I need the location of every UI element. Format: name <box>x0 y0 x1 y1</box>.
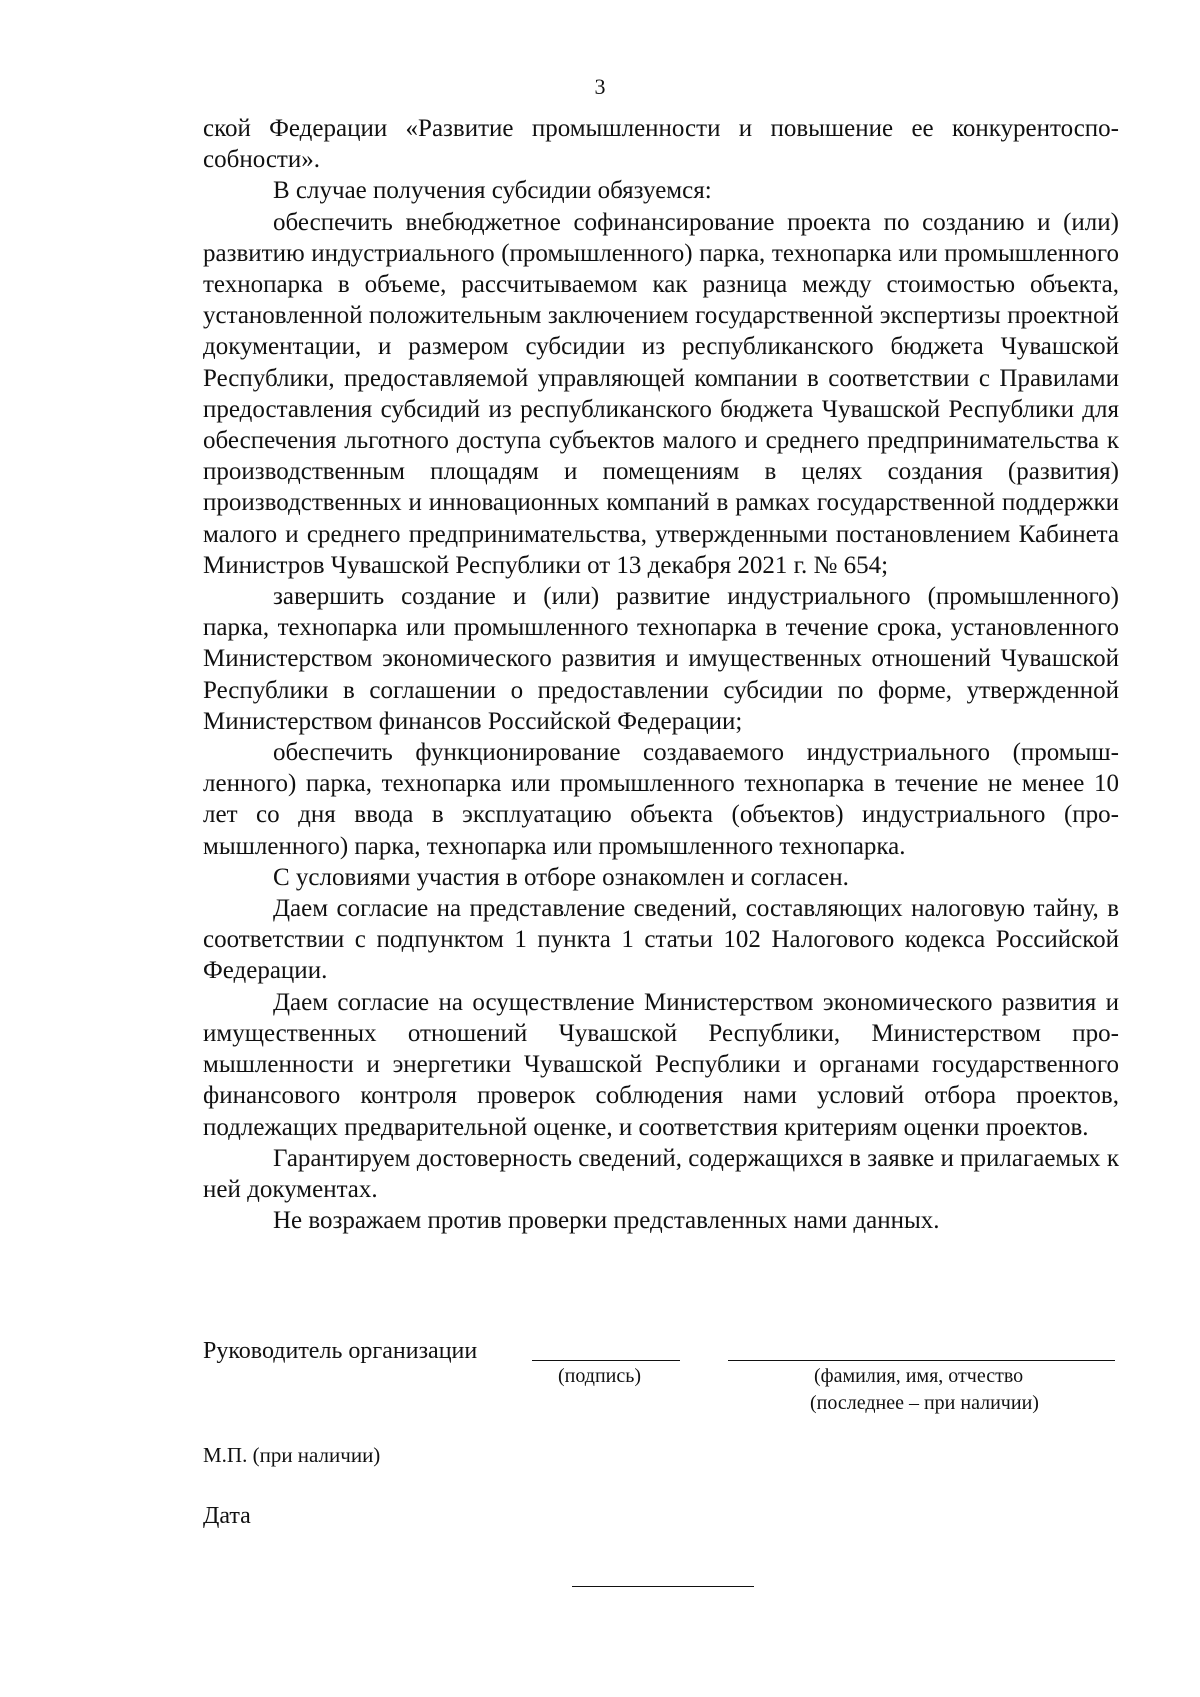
name-caption-line-1: (фамилия, имя, отчество <box>814 1365 1024 1387</box>
paragraph-reliability-guarantee: Гарантируем достоверность сведений, содержащихся в заявке и прилагаемых к ней документах. <box>203 1144 1119 1203</box>
paragraph-no-objection: Не возражаем против проверки представленных нами данных. <box>273 1207 940 1235</box>
name-caption-line-2: (последнее – при наличии) <box>810 1392 1039 1414</box>
stamp-label: М.П. (при наличии) <box>203 1443 381 1467</box>
paragraph-continuation: ской Федерации «Развитие промышленности и повышение ее конкурентоспособности». <box>203 115 1119 174</box>
signature-line <box>532 1360 680 1361</box>
paragraph-conditions-agreement: С условиями участия в отборе ознакомлен и согласен. <box>273 863 849 891</box>
signature-label: Руководитель организации <box>203 1338 478 1364</box>
paragraph-operation: обеспечить функционирование создаваемого индустриального (промышленного) парка, технопарка или промышленного технопарка в течение не менее 10 лет со дня ввода в эксплуатацию объекта (объектов) индустриального (промышленного) парка, технопарка или промышленного технопарка. <box>203 739 1119 860</box>
paragraph-completion: завершить создание и (или) развитие индустриального (промышленного) парка, технопарка или промышленного технопарка в течение срока, установленного Министерством экономического развития и имущественных отношений Чувашской Республики в соглашении о предоставлении субсидии по форме, утвержденной Министерством финансов Российской Федерации; <box>203 583 1119 735</box>
paragraph-tax-secret-consent: Даем согласие на представление сведений, составляющих налоговую тайну, в соответствии с подпунктом 1 пункта 1 статьи 102 Налогового кодекса Российской Федерации. <box>203 895 1119 985</box>
name-line <box>728 1360 1115 1361</box>
paragraph-obligations-intro: В случае получения субсидии обязуемся: <box>273 177 712 205</box>
signature-caption: (подпись) <box>558 1365 642 1387</box>
date-label: Дата <box>203 1503 251 1529</box>
paragraph-cofinancing: обеспечить внебюджетное софинансирование проекта по созданию и (или) развитию индустриального (промышленного) парка, технопарка или промышленного технопарка в объеме, рассчитываемом как разница между стоимостью объекта, установленной положительным заключением государственной экспертизы проектной документации, и размером субсидии из республиканского бюджета Чувашской Республики, предоставляемой управляющей компании в соответствии с Правилами предоставления субсидий из республиканского бюджета Чувашской Республики для обеспечения льготного доступа субъектов малого и среднего предпринимательства к производственным площадям и помещениям в целях создания (развития) производственных и инновационных компаний в рамках государственной поддержки малого и среднего предпринимательства, утвержденными постановлением Кабинета Министров Чувашской Республики от 13 декабря 2021 г. № 654; <box>203 208 1119 579</box>
page-number: 3 <box>594 74 606 99</box>
document-body <box>203 113 1119 1236</box>
paragraph-inspection-consent: Даем согласие на осуществление Министерством экономического развития и имущественных отношений Чувашской Республики, Министерством промышленности и энергетики Чувашской Республики и органами государственного финансового контроля проверок соблюдения нами условий отбора проектов, подлежащих предварительной оценке, и соответствия критериям оценки проектов. <box>203 988 1119 1141</box>
end-of-document-line <box>572 1586 754 1587</box>
